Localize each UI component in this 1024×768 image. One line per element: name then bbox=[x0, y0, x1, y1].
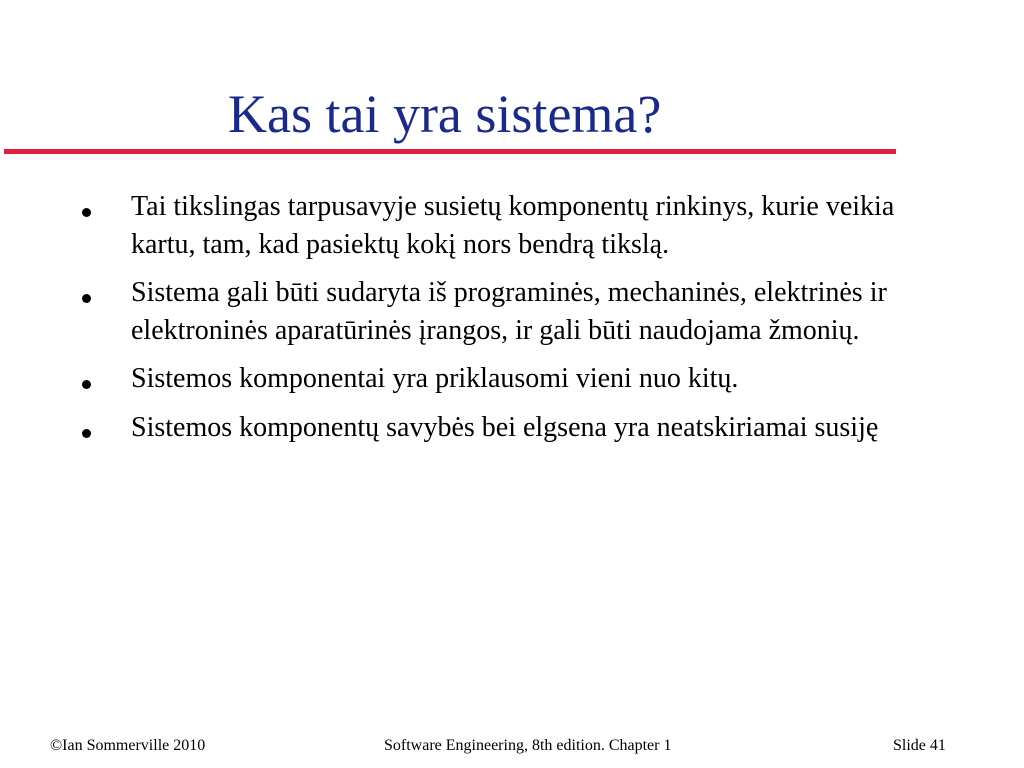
bullet-item bbox=[0, 274, 931, 349]
footer-copyright: ©Ian Sommerville 2010 bbox=[50, 737, 206, 754]
bullet-text: Sistemos komponentų savybės bei elgsena yra neatskiriamai susiję bbox=[131, 411, 879, 443]
footer-slide-number: Slide 41 bbox=[893, 737, 946, 754]
title-underline bbox=[4, 149, 896, 154]
bullet-text: Tai tikslingas tarpusavyje susietų komponentų rinkinys, kurie veikia kartu, tam, kad pasiektų kokį nors bendrą tikslą. bbox=[131, 191, 895, 260]
bullet-item bbox=[0, 188, 931, 263]
bullet-dot-icon bbox=[82, 208, 91, 217]
bullet-item bbox=[0, 409, 931, 447]
footer-course-title: Software Engineering, 8th edition. Chapter 1 bbox=[384, 737, 672, 754]
bullet-dot-icon bbox=[82, 429, 91, 438]
bullet-list bbox=[0, 188, 1024, 457]
bullet-text: Sistemos komponentai yra priklausomi vieni nuo kitų. bbox=[131, 363, 739, 394]
bullet-text: Sistema gali būti sudaryta iš programinės, mechaninės, elektrinės ir elektroninės aparatūrinės įrangos, ir gali būti naudojama žmonių. bbox=[131, 277, 887, 346]
bullet-dot-icon bbox=[82, 380, 91, 389]
bullet-dot-icon bbox=[82, 294, 91, 303]
bullet-item bbox=[0, 360, 931, 398]
slide-title: Kas tai yra sistema? bbox=[228, 84, 662, 144]
